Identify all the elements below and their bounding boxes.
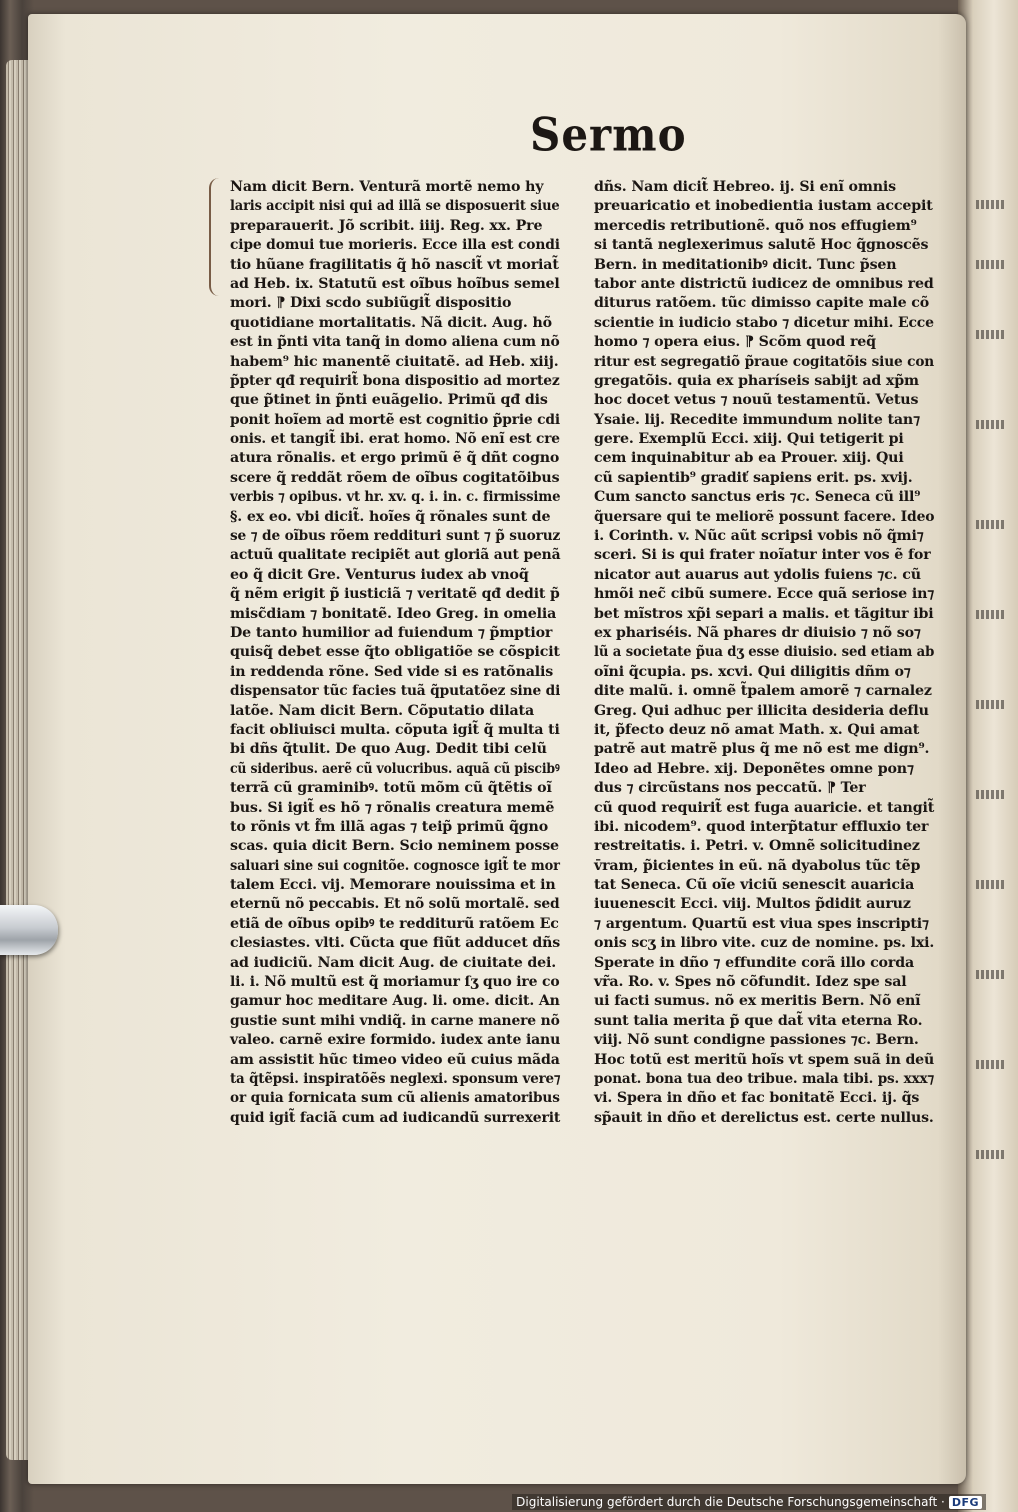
text-line: si tantã neglexerimus salutẽ Hoc q̃gnoscẽs xyxy=(594,237,929,254)
text-line: sunt talia merita p̃ que dat̃ vita eterna Ro. xyxy=(594,1012,923,1029)
text-line: clesiastes. vlti. Cũcta que fiũt adducet dñs xyxy=(230,935,561,952)
text-line: cũ quod requirit̃ est fuga auaricie. et tangit̃ xyxy=(594,799,935,816)
text-line: talem Ecci. vij. Memorare nouissima et in xyxy=(230,877,556,894)
text-line: quotidiane mortalitatis. Nã dicit. Aug. hõ xyxy=(230,314,552,331)
text-line: viij. Nõ sunt condigne passiones ⁊c. Bern. xyxy=(594,1032,919,1049)
text-line: saluari sine sui cognitõe. cognosce igit̃ te mor xyxy=(230,857,560,874)
text-line: li. i. Nõ multũ est q̃ moriamur ſʒ quo ire co xyxy=(230,974,560,991)
text-line: Nam dicit Bern. Venturã mortẽ nemo hy xyxy=(230,179,544,195)
text-line: onis. et tangit̃ ibi. erat homo. Nõ enĩ est cre xyxy=(230,431,560,448)
text-line: Cum sancto sanctus eris ⁊c. Seneca cũ ill⁹ xyxy=(594,489,921,506)
text-line: cũ sideribus. aerẽ cũ volucribus. aquã cũ piscibꝰ xyxy=(230,760,560,777)
text-line: p̃pter qđ requirit̃ bona dispositio ad mortez xyxy=(230,372,560,389)
text-line: actuũ qualitate recipiẽt aut gloriã aut penã xyxy=(230,547,561,564)
text-line: ⁊ argentum. Quartũ est viua spes inscripti⁊ xyxy=(594,915,929,932)
text-line: diturus ratõem. tũc dimisso capite male cõ xyxy=(594,295,930,312)
text-line: sp̃auit in dño et derelictus est. certe nullus. xyxy=(594,1109,934,1126)
text-line: valeo. carnẽ exire formido. iudex ante ianu xyxy=(230,1032,561,1049)
text-line: facit obliuisci multa. cõputa igit̃ q̃ multa ti xyxy=(230,721,560,738)
text-line: Ideo ad Hebre. xij. Deponẽtes omne pon⁊ xyxy=(594,760,914,777)
text-line: De tanto humilior ad fuiendum ⁊ p̃mptior xyxy=(230,624,553,641)
digitization-credit xyxy=(512,1494,986,1510)
text-line: tabor ante districtũ iudicez de omnibus red xyxy=(594,275,934,292)
text-line: cem inquinabitur ab ea Prouer. xiij. Qui xyxy=(594,450,904,467)
text-line: q̃uersare qui te meliorẽ possunt facere. Ideo xyxy=(594,508,935,525)
text-column-right xyxy=(594,178,934,1128)
text-line: terrã cũ graminibꝰ. totũ mõm cũ q̃tẽtis oĩ xyxy=(230,780,552,797)
text-line: Greg. Qui adhuc per illicita desideria deflu xyxy=(594,702,929,719)
text-line: hmõi nec̃ cibũ sumere. Ecce quã seriose in⁊ xyxy=(594,586,935,603)
text-line: gustie sunt mihi vndiq̃. in carne manere nõ xyxy=(230,1012,560,1029)
text-line: quid igit̃ faciã cum ad iudicandũ surrexerit xyxy=(230,1109,561,1126)
text-line: Sperate in dño ⁊ effundite corã illo corda xyxy=(594,954,915,971)
next-leaf-edge xyxy=(958,0,1018,1512)
text-line: misc̃diam ⁊ bonitatẽ. Ideo Greg. in omelia xyxy=(230,605,557,622)
text-line: Bern. in meditationibꝰ dicit. Tunc p̃sen xyxy=(594,256,897,273)
text-line: am assistit hũc timeo video eũ cuius mãda xyxy=(230,1051,560,1068)
text-line: ad Heb. ix. Statutũ est oĩbus hoĩbus semel xyxy=(230,275,560,292)
text-line: etiã de oĩbus opibꝰ te redditurũ ratõem Ec xyxy=(230,915,559,932)
text-line: lũ a societate p̃ua dʒ esse diuisio. sed etiam ab xyxy=(594,644,935,661)
text-line: scientie in iudicio stabo ⁊ dicetur mihi. Ecce xyxy=(594,314,934,331)
text-line: sceri. Si is qui frater noĩatur inter vos ẽ for xyxy=(594,547,931,564)
page-clip xyxy=(0,905,58,955)
text-line: bi dñs q̃tulit. De quo Aug. Dedit tibi celũ xyxy=(230,741,547,758)
text-line: gamur hoc meditare Aug. li. ome. dicit. An xyxy=(230,993,560,1010)
text-line: habem⁹ hic manentẽ ciuitatẽ. ad Heb. xiij. xyxy=(230,353,559,370)
text-line: ex phariséis. Nã phares dr diuisio ⁊ nõ so⁊ xyxy=(594,624,921,641)
text-line: ponat. bona tua deo tribue. mala tibi. ps. xxx⁊ xyxy=(594,1070,935,1087)
text-line: tio hũane fragilitatis q̃ hõ nascit̃ vt moriat̃ xyxy=(230,256,559,273)
text-line: ibi. nicodem⁹. quod interp̃tatur effluxio ter xyxy=(594,818,929,835)
text-line: dus ⁊ circũstans nos peccatũ. ⁋ Ter xyxy=(594,780,866,797)
running-head-title: Sermo xyxy=(530,107,687,162)
text-line: preuaricatio et inobedientia iustam accepit xyxy=(594,198,933,215)
text-line: bus. Si igit̃ es hõ ⁊ rõnalis creatura memẽ xyxy=(230,799,555,816)
text-line: scere q̃ reddãt rõem de oĩbus cogitatõibus xyxy=(230,469,560,486)
text-line: scas. quia dicit Bern. Scio neminem posse xyxy=(230,838,559,855)
text-column-left xyxy=(230,178,560,1128)
text-line: dñs. Nam dicit̃ Hebreo. ij. Si enĩ omnis xyxy=(594,179,896,195)
text-line: nicator aut auarus aut ydolis fuiens ⁊c. cũ xyxy=(594,566,921,583)
text-line: verbis ⁊ opibus. vt hr. xv. q. i. in. c. firmissime xyxy=(230,489,561,506)
text-line: ritur est segregatiõ p̃raue cogitatõis siue con xyxy=(594,353,935,370)
text-line: to rõnis vt f̃m illã agas ⁊ teip̃ primũ q̃gno xyxy=(230,818,549,835)
text-line: i. Corinth. v. Nũc aũt scripsi vobis nõ q̃mi⁊ xyxy=(594,528,924,545)
text-line: atura rõnalis. et ergo primũ ẽ q̃ dñt cogno xyxy=(230,450,560,467)
text-line: onis scʒ in libro vite. cuz de nomine. ps. lxi. xyxy=(594,935,935,952)
margin-bracket-mark xyxy=(209,178,221,296)
text-line: est in p̃nti vita tanq̃ in domo aliena cum nõ xyxy=(230,334,560,351)
text-line: bet mĩstros xp̃i separi a malis. et tãgitur ibi xyxy=(594,605,934,622)
text-line: eternũ nõ peccabis. Et nõ solũ mortalẽ. sed xyxy=(230,896,560,913)
text-line: mercedis retributionẽ. quõ nos effugiem⁹ xyxy=(594,217,917,234)
text-line: §. ex eo. vbi dicit̃. hoĩes q̃ rõnales sunt de xyxy=(230,508,551,525)
text-line: ponit hoĩem ad mortẽ est cognitio p̃prie cdi xyxy=(230,411,560,428)
text-line: dispensator tũc facies tuã q̃putatõez sine di xyxy=(230,683,561,700)
text-line: iuuenescit Ecci. viij. Multos p̃didit auruz xyxy=(594,896,911,913)
text-line: homo ⁊ opera eius. ⁋ Scõm quod req̃ xyxy=(594,334,876,351)
text-line: preparauerit. Jõ scribit. iiij. Reg. xx. Pre xyxy=(230,217,543,234)
text-line: quisq̃ debet esse q̃to obligatiõe se cõspicit xyxy=(230,644,560,661)
text-line: gere. Exemplũ Ecci. xiij. Qui tetigerit pi xyxy=(594,431,904,448)
text-line: vi. Spera in dño et fac bonitatẽ Ecci. ij. q̃s xyxy=(594,1090,920,1107)
text-line: se ⁊ de oĩbus rõem reddituri sunt ⁊ p̃ suoruz xyxy=(230,528,561,545)
text-line: tat Seneca. Cũ oĩe viciũ senescit auaricia xyxy=(594,877,915,894)
text-line: in reddenda rõne. Sed vide si es ratõnalis xyxy=(230,663,554,680)
text-line: hoc docet vetus ⁊ nouũ testamentũ. Vetus xyxy=(594,392,919,409)
text-line: ta q̃tẽpsi. inspiratõẽs neglexi. sponsum vere⁊ xyxy=(230,1070,561,1087)
text-line: or quia fornicata sum cũ alienis amatoribus xyxy=(230,1090,560,1107)
text-line: restreitatis. i. Petri. v. Omnẽ solicitudinez xyxy=(594,838,920,855)
text-line: cipe domui tue morieris. Ecce illa est condi xyxy=(230,237,560,254)
text-line: laris accipit nisi qui ad illã se disposuerit siue xyxy=(230,198,560,215)
text-line: dite malũ. i. omnẽ t̃palem amorẽ ⁊ carnalez xyxy=(594,683,932,700)
text-line: v̄ram, p̃icientes in eũ. nã dyabolus tũc tẽp xyxy=(594,857,921,874)
text-line: latõe. Nam dicit Bern. Cõputatio dilata xyxy=(230,702,535,719)
text-line: ad iudiciũ. Nam dicit Aug. de ciuitate dei. xyxy=(230,954,557,971)
text-line: que p̃tinet in p̃nti euãgelio. Primũ qđ dis xyxy=(230,392,548,409)
credit-text: Digitalisierung gefördert durch die Deutsche Forschungsgemeinschaft · xyxy=(516,1495,945,1509)
text-line: vr̃a. Ro. v. Spes nõ cõfundit. Idez spe sal xyxy=(594,974,907,991)
text-line: ui facti sumus. nõ ex meritis Bern. Nõ enĩ xyxy=(594,993,921,1010)
text-line: oĩni q̃cupia. ps. xcvi. Qui diligitis dñm o⁊ xyxy=(594,663,911,680)
text-line: Ysaie. lij. Recedite immundum nolite tan⁊ xyxy=(594,411,920,428)
text-line: gregatõis. quia ex pharíseis sabijt ad xp̃m xyxy=(594,372,919,389)
text-line: mori. ⁋ Dixi scdo subiũgit̃ dispositio xyxy=(230,295,512,312)
text-line: it, p̃fecto deuz nõ amat Math. x. Qui amat xyxy=(594,721,920,738)
dfg-logo: DFG xyxy=(949,1496,982,1509)
text-line: eo q̃ dicit Gre. Venturus iudex ab vnoq̃ xyxy=(230,566,529,583)
text-line: Hoc totũ est meritũ hoĩs vt spem suã in deũ xyxy=(594,1051,935,1068)
text-line: patrẽ aut matrẽ plus q̃ me nõ est me dign⁹. xyxy=(594,741,930,758)
text-line: cũ sapientib⁹ gradiť sapiens erit. ps. xvij. xyxy=(594,469,913,486)
text-line: q̃ nẽm erigit p̃ iusticiã ⁊ veritatẽ qđ dedit p̃ xyxy=(230,586,560,603)
